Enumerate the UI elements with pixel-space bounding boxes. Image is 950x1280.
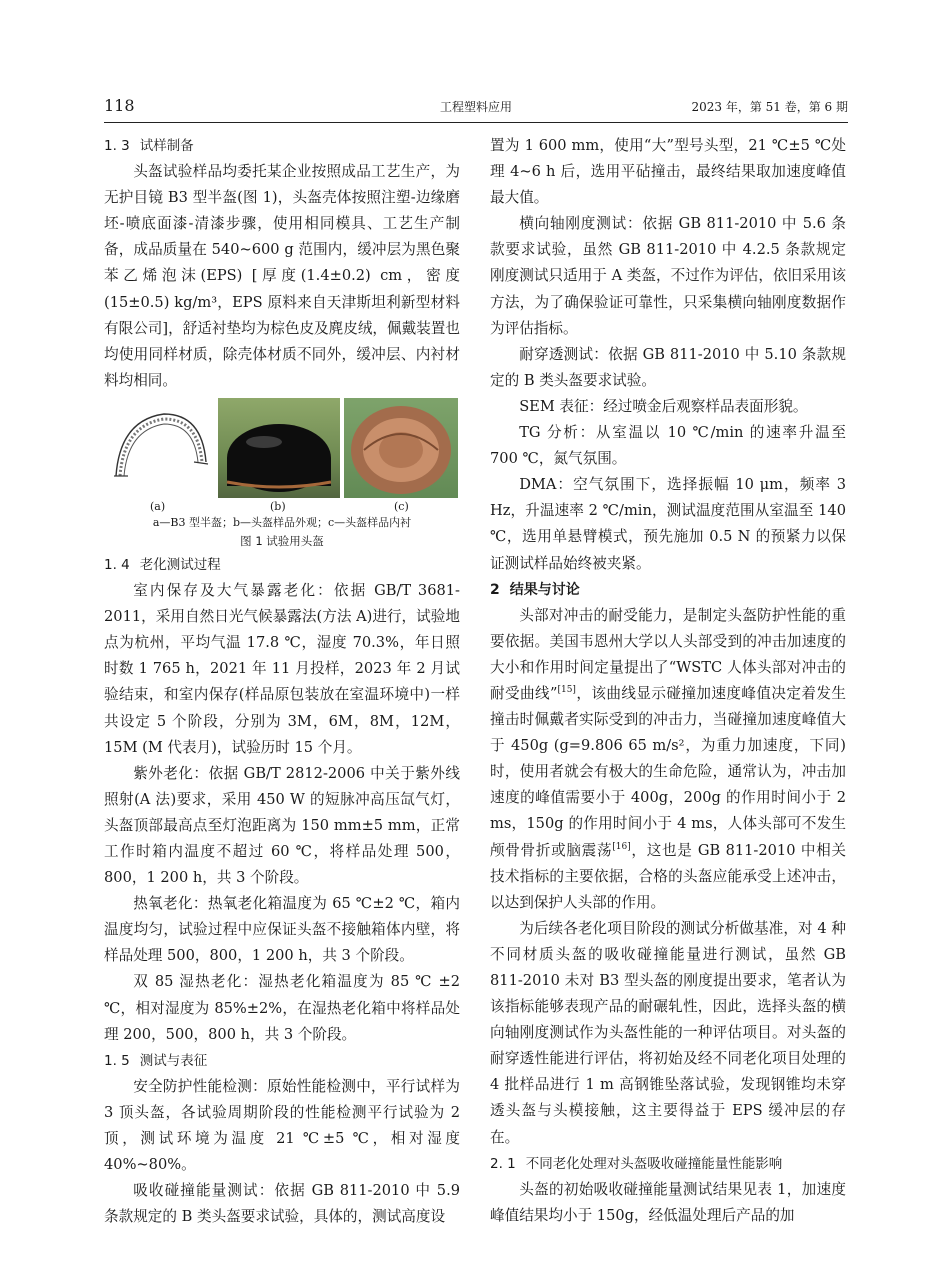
figure-1 (104, 398, 460, 552)
figure-caption: 图 1 试验用头盔 (240, 533, 324, 548)
issue-info: 2023 年，第 51 卷，第 6 期 (691, 100, 848, 114)
paragraph: 耐穿透测试：依据 GB 811-2010 中 5.10 条款规定的 B 类头盔要求试验。 (490, 345, 846, 389)
paragraph: DMA：空气氛围下，选择振幅 10 μm，频率 3 Hz，升温速率 2 ℃/min，测试温度范围从室温至 140 ℃，选用单悬臂模式，预先施加 0.5 N 的预紧力以保证测试样品始终被夹紧。 (490, 476, 846, 572)
paragraph: 头盔试验样品均委托某企业按照成品工艺生产，为无护目镜 B3 型半盔(图 1)，头盔壳体按照注塑-边缘磨坯-喷底面漆-清漆步骤，使用相同模具、工艺生产制备，成品质量在 540~600 g 范围内，缓冲层为黑色聚苯乙烯泡沫(EPS) [厚度(1.4±0.2) cm，密度(15±0.5) kg/m³，EPS 原料来自天津斯坦利新型材料有限公司]，舒适衬垫均为棕色皮及麂皮绒，佩戴装置也均使用同样材质，除壳体材质不同外，缓冲层、内衬材料均相同。 (104, 163, 460, 389)
section-1-3-heading: 1. 3 试样制备 (104, 138, 194, 154)
figure-note: a—B3 型半盔；b—头盔样品外观；c—头盔样品内衬 (152, 515, 412, 529)
paragraph: 安全防护性能检测：原始性能检测中，平行试样为 3 顶头盔，各试验周期阶段的性能检测平行试验为 2 顶，测试环境为温度 21 ℃±5 ℃，相对湿度 40%~80%。 (104, 1077, 460, 1174)
page-number: 118 (104, 96, 135, 115)
paragraph: 紫外老化：依据 GB/T 2812-2006 中关于紫外线照射(A 法)要求，采用 450 W 的短脉冲高压氙气灯，头盔顶部最高点至灯泡距离为 150 mm±5 mm，正常工作时箱内温度不超过 60 ℃，将样品处理 500，800，1 200 h，共 3 个阶段。 (104, 764, 460, 887)
paragraph: 头部对冲击的耐受能力，是制定头盔防护性能的重要依据。美国韦恩州大学以人头部受到的冲击加速度的大小和作用时间定量提出了“WSTC 人体头部对冲击的耐受曲线”[15]，该曲线显示碰撞加速度峰值决定着发生撞击时佩戴者实际受到的冲击力，当碰撞加速度峰值大于 450g (g=9.806 65 m/s²，为重力加速度，下同)时，使用者就会有极大的生命危险，通常认为，冲击加速度的峰值需要小于 400g，200g 的作用时间小于 2 ms，150g 的作用时间小于 4 ms，人体头部可不发生颅骨骨折或脑震荡[16]，这也是 GB 811-2010 中相关技术指标的主要依据，合格的头盔应能承受上述冲击，以达到保护人头部的作用。 (490, 606, 846, 911)
helmet-sketch-image (106, 398, 214, 498)
figure-label-a: (a) (150, 499, 166, 513)
helmet-liner-photo (344, 398, 458, 498)
helmet-exterior-photo (218, 398, 340, 498)
paragraph: 热氧老化：热氧老化箱温度为 65 ℃±2 ℃，箱内温度均匀，试验过程中应保证头盔不接触箱体内壁，将样品处理 500，800，1 200 h，共 3 个阶段。 (104, 895, 460, 965)
section-2-1-heading: 2. 1 不同老化处理对头盔吸收碰撞能量性能影响 (490, 1155, 783, 1172)
right-column (490, 133, 846, 1229)
paragraph: 横向轴刚度测试：依据 GB 811-2010 中 5.6 条款要求试验，虽然 GB 811-2010 中 4.2.5 条款规定刚度测试只适用于 A 类盔，不过作为评估，依旧采用该方法，为了确保验证可靠性，只采集横向轴刚度数据作为评估指标。 (490, 215, 846, 337)
paragraph: 为后续各老化项目阶段的测试分析做基准，对 4 种不同材质头盔的吸收碰撞能量进行测试，虽然 GB 811-2010 未对 B3 型头盔的刚度提出要求，笔者认为该指标能够表现产品的耐碾轧性，因此，选择头盔的横向轴刚度测试作为头盔性能的一种评估项目。对头盔的耐穿透性能进行评估，将初始及经不同老化项目处理的 4 批样品进行 1 m 高钢锥坠落试验，发现钢锥均未穿透头盔与头模接触，这主要得益于 EPS 缓冲层的存在。 (490, 919, 846, 1146)
figure-label-b: (b) (270, 499, 286, 513)
section-2-heading: 2 结果与讨论 (490, 581, 580, 598)
paragraph: 置为 1 600 mm，使用“大”型号头型，21 ℃±5 ℃处理 4~6 h 后，选用平砧撞击，最终结果取加速度峰值最大值。 (490, 137, 846, 207)
paragraph: SEM 表征：经过喷金后观察样品表面形貌。 (519, 397, 808, 415)
journal-name: 工程塑料应用 (439, 100, 512, 114)
citation-16[interactable]: [16] (612, 841, 631, 852)
citation-15[interactable]: [15] (557, 685, 576, 696)
paragraph: 双 85 湿热老化：湿热老化箱温度为 85 ℃ ±2 ℃，相对湿度为 85%±2%，在湿热老化箱中将样品处理 200，500，800 h，共 3 个阶段。 (104, 973, 460, 1043)
section-1-4-heading: 1. 4 老化测试过程 (104, 556, 221, 573)
left-column (104, 133, 460, 1230)
section-1-5-heading: 1. 5 测试与表征 (104, 1052, 208, 1069)
page-header (104, 96, 848, 120)
paragraph: TG 分析：从室温以 10 ℃/min 的速率升温至 700 ℃，氮气氛围。 (490, 424, 846, 468)
paragraph: 吸收碰撞能量测试：依据 GB 811-2010 中 5.9 条款规定的 B 类头盔要求试验，具体的，测试高度设 (104, 1182, 460, 1226)
header-rule (104, 122, 848, 123)
paragraph: 头盔的初始吸收碰撞能量测试结果见表 1，加速度峰值结果均小于 150g，经低温处理后产品的加 (490, 1180, 846, 1224)
paragraph: 室内保存及大气暴露老化：依据 GB/T 3681-2011，采用自然日光气候暴露法(方法 A)进行，试验地点为杭州，平均气温 17.8 ℃，湿度 70.3%，年日照时数 1 765 h，2021 年 11 月投样，2023 年 2 月试验结束，和室内保存(样品原包装放在室温环境中)一样共设定 5 个阶段，分别为 3M，6M，8M，12M，15M (M 代表月)，试验历时 15 个月。 (104, 582, 460, 756)
figure-label-c: (c) (394, 499, 409, 513)
